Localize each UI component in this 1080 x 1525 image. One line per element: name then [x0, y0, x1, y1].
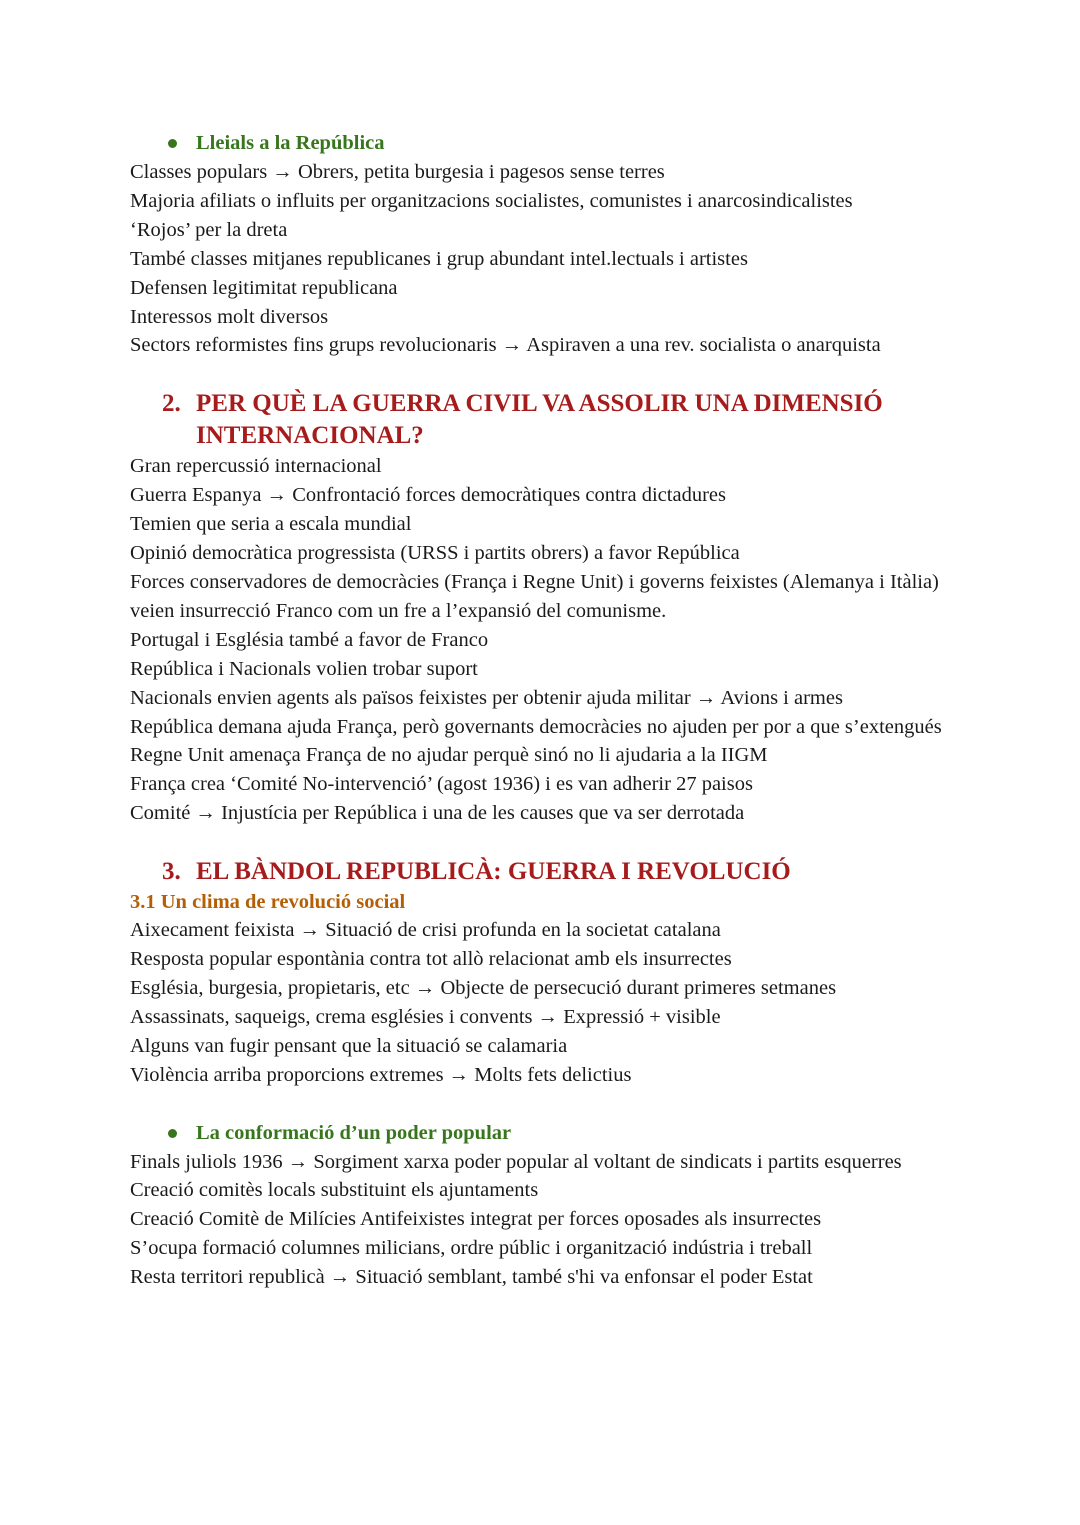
- bullet-heading-text: La conformació d’un poder popular: [196, 1121, 512, 1144]
- text-line: Violència arriba proporcions extremes → Molts fets delictius: [130, 1063, 632, 1086]
- bullet-dot-icon: [168, 139, 177, 148]
- text-line: Assassinats, saqueigs, crema esglésies i convents → Expressió + visible: [130, 1005, 721, 1028]
- section-title-text: PER QUÈ LA GUERRA CIVIL VA ASSOLIR UNA DIMENSIÓ INTERNACIONAL?: [196, 390, 883, 450]
- text-line: Comité → Injustícia per República i una de les causes que va ser derrotada: [130, 802, 745, 825]
- text-line: Classes populars → Obrers, petita burgesia i pagesos sense terres: [130, 161, 665, 183]
- bullet-heading-lleials: [130, 128, 950, 158]
- text-line: ‘Rojos’ per la dreta: [130, 218, 288, 241]
- text-line: S’ocupa formació columnes milicians, ordre públic i organització indústria i treball: [130, 1237, 813, 1260]
- text-line: Nacionals envien agents als països feixistes per obtenir ajuda militar → Avions i armes: [130, 686, 843, 709]
- text-line: Sectors reformistes fins grups revolucionaris → Aspiraven a una rev. socialista o anarquista: [130, 334, 881, 357]
- text-line: Interessos molt diversos: [130, 305, 329, 328]
- bullet-heading-poder: [130, 1118, 950, 1148]
- text-line: Alguns van fugir pensant que la situació se calamaria: [130, 1034, 568, 1057]
- text-line: Majoria afiliats o influits per organitzacions socialistes, comunistes i anarcosindicalistes: [130, 189, 853, 212]
- document-page: [130, 128, 950, 1292]
- text-line: Creació Comitè de Milícies Antifeixistes integrat per forces oposades als insurrectes: [130, 1208, 822, 1231]
- text-line: Resta territori republicà → Situació semblant, també s'hi va enfonsar el poder Estat: [130, 1266, 813, 1289]
- text-line: Regne Unit amenaça França de no ajudar perquè sinó no li ajudaria a la IIGM: [130, 744, 768, 767]
- text-line: Defensen legitimitat republicana: [130, 276, 398, 299]
- text-line: Opinió democràtica progressista (URSS i partits obrers) a favor República: [130, 542, 740, 565]
- text-line: Temien que seria a escala mundial: [130, 513, 412, 536]
- text-line: Església, burgesia, propietaris, etc → Objecte de persecució durant primeres setmanes: [130, 976, 837, 999]
- text-line: Aixecament feixista → Situació de crisi profunda en la societat catalana: [130, 919, 721, 942]
- section-title-text: EL BÀNDOL REPUBLICÀ: GUERRA I REVOLUCIÓ: [196, 858, 791, 886]
- text-line: Gran repercussió internacional: [130, 455, 382, 478]
- bullet-heading-text: Lleials a la República: [196, 132, 385, 154]
- text-line: Creació comitès locals substituint els ajuntaments: [130, 1179, 539, 1202]
- text-line: Finals juliols 1936 → Sorgiment xarxa poder popular al voltant de sindicats i partits esquerres: [130, 1150, 902, 1173]
- bullet-dot-icon: [168, 1129, 177, 1138]
- text-line: Resposta popular espontània contra tot allò relacionat amb els insurrectes: [130, 948, 732, 971]
- text-line: República demana ajuda França, però governants democràcies no ajuden per por a que s’extengués: [130, 715, 942, 738]
- text-line: També classes mitjanes republicanes i grup abundant intel.lectuals i artistes: [130, 247, 748, 270]
- section-heading-2: [130, 388, 950, 452]
- text-line: Forces conservadores de democràcies (França i Regne Unit) i governs feixistes (Alemanya i Itàlia) veien insurrecció Franco com un fre a l’expansió del comunisme.: [130, 570, 939, 622]
- section-heading-3: [130, 856, 950, 888]
- subsection-heading-3-1: 3.1 Un clima de revolució social: [130, 891, 406, 914]
- text-line: França crea ‘Comité No-intervenció’ (agost 1936) i es van adherir 27 paisos: [130, 773, 753, 796]
- text-line: Portugal i Església també a favor de Franco: [130, 628, 489, 651]
- text-line: República i Nacionals volien trobar suport: [130, 657, 478, 680]
- section-number: 3.: [162, 858, 181, 886]
- text-line: Guerra Espanya → Confrontació forces democràtiques contra dictadures: [130, 484, 726, 507]
- section-number: 2.: [162, 390, 181, 418]
